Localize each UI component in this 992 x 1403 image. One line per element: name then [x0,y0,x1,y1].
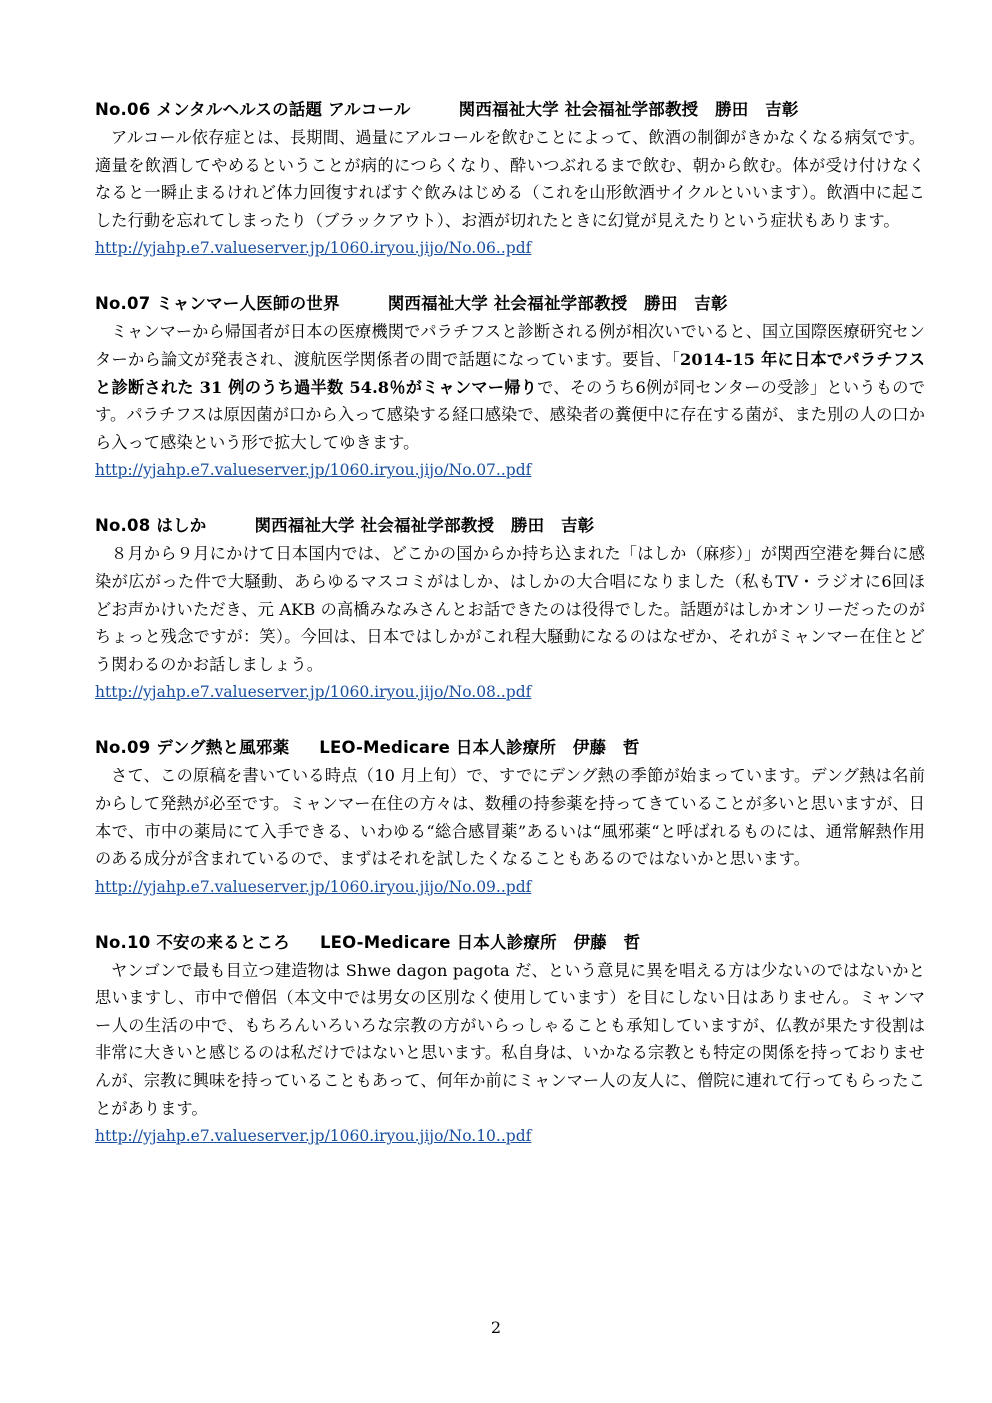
article-no08 [95,512,925,706]
article-heading [95,929,925,957]
article-author: 関西福祉大学 社会福祉学部教授 勝田 吉彰 [458,100,799,119]
article-title: 不安の来るところ [156,932,290,952]
article-no09 [95,734,925,900]
article-number: No.07 [95,294,151,314]
article-number: No.09 [95,738,151,758]
article-body: さて、この原稿を書いている時点（10 月上旬）で、すでにデング熱の季節が始まっています。デング熱は名前からして発熱が必至です。ミャンマー在住の方々は、数種の持参薬を持ってきていることが多いと思いますが、日本で、市中の薬局にて入手できる、いわゆる“総合感冒薬”あるいは“風邪薬“と呼ばれるものには、通常解熱作用のある成分が含まれているので、まずはそれを試したくなることもあるのではないかと思います。 [95,766,925,869]
article-body: ヤンゴンで最も目立つ建造物は Shwe dagon pagota だ、という意見に異を唱える方は少ないのではないかと思いますし、市中で僧侶（本文中では男女の区別なく使用しています）を目にしない日はありません。ミャンマー人の生活の中で、もちろんいろいろな宗教の方がいらっしゃることも承知していますが、仏教が果たす役割は非常に大きいと感じるのは私だけではないと思います。私自身は、いかなる宗教とも特定の関係を持っておりませんが、宗教に興味を持っていることもあって、何年か前にミャンマー人の友人に、僧院に連れて行ってもらったことがあります。 [95,960,925,1118]
article-author: 関西福祉大学 社会福祉学部教授 勝田 吉彰 [387,294,728,314]
article-number: No.06 [95,100,151,119]
article-body-emphasis: 2014-15 年に日本でパラチフスと診断された 31 例のうち過半数 54.8％がミャンマー帰り [95,349,925,397]
article-title: はしか [156,516,207,536]
article-pdf-link[interactable]: http://yjahp.e7.valueserver.jp/1060.iryou.jijo/No.10..pdf [95,1127,532,1146]
article-author: LEO-Medicare 日本人診療所 伊藤 哲 [319,738,640,758]
article-author: LEO-Medicare 日本人診療所 伊藤 哲 [319,932,641,952]
document-page [95,96,925,1150]
article-author: 関西福祉大学 社会福祉学部教授 勝田 吉彰 [254,516,595,536]
article-body: アルコール依存症とは、長期間、過量にアルコールを飲むことによって、飲酒の制御がきかなくなる病気です。適量を飲酒してやめるということが病的につらくなり、酔いつぶれるまで飲む、朝から飲む。体が受け付けなくなると一瞬止まるけれど体力回復すればすぐ飲みはじめる（これを山形飲酒サイクルといいます）。飲酒中に起こした行動を忘れてしまったり（ブラックアウト）、お酒が切れたときに幻覚が見えたりという症状もあります。 [95,128,925,230]
article-pdf-link[interactable]: http://yjahp.e7.valueserver.jp/1060.iryou.jijo/No.08..pdf [95,683,532,702]
article-number: No.08 [95,516,151,536]
article-pdf-link[interactable]: http://yjahp.e7.valueserver.jp/1060.iryou.jijo/No.06..pdf [95,239,532,258]
article-pdf-link[interactable]: http://yjahp.e7.valueserver.jp/1060.iryou.jijo/No.09..pdf [95,877,532,896]
article-no06 [95,96,925,262]
article-number: No.10 [95,932,151,952]
article-no07 [95,290,925,484]
article-heading [95,290,925,318]
article-no10 [95,929,925,1151]
article-title: メンタルヘルスの話題 アルコール [156,100,411,119]
article-body-part: ミャンマーから帰国者が日本の医療機関でパラチフスと診断される例が相次いでいると、国立国際医療研究センターから論文が発表され、渡航医学関係者の間で話題になっています。要旨、「 [95,322,925,369]
article-title: デング熱と風邪薬 [156,738,290,758]
article-body: ８月から９月にかけて日本国内では、どこかの国からか持ち込まれた「はしか（麻疹）」が関西空港を舞台に感染が広がった件で大騒動、あらゆるマスコミがはしか、はしかの大合唱になりました（私もTV・ラジオに6回ほどお声かけいただき、元 AKB の高橋みなみさんとお話できたのは役得でした。話題がはしかオンリーだったのがちょっと残念ですが：笑）。今回は、日本ではしかがこれ程大騒動になるのはなぜか、それがミャンマー在住とどう関わるのかお話しましょう。 [95,544,925,674]
page-number: 2 [490,1318,502,1337]
article-heading [95,96,925,124]
article-heading [95,734,925,762]
article-body-part: で、そのうち6例が同センターの受診」というものです。パラチフスは原因菌が口から入って感染する経口感染で、感染者の糞便中に存在する菌が、また別の人の口から入って感染という形で拡大してゆきます。 [95,377,925,452]
article-body [95,318,925,456]
article-pdf-link[interactable]: http://yjahp.e7.valueserver.jp/1060.iryou.jijo/No.07..pdf [95,461,532,480]
article-heading [95,512,925,540]
article-title: ミャンマー人医師の世界 [156,294,340,314]
